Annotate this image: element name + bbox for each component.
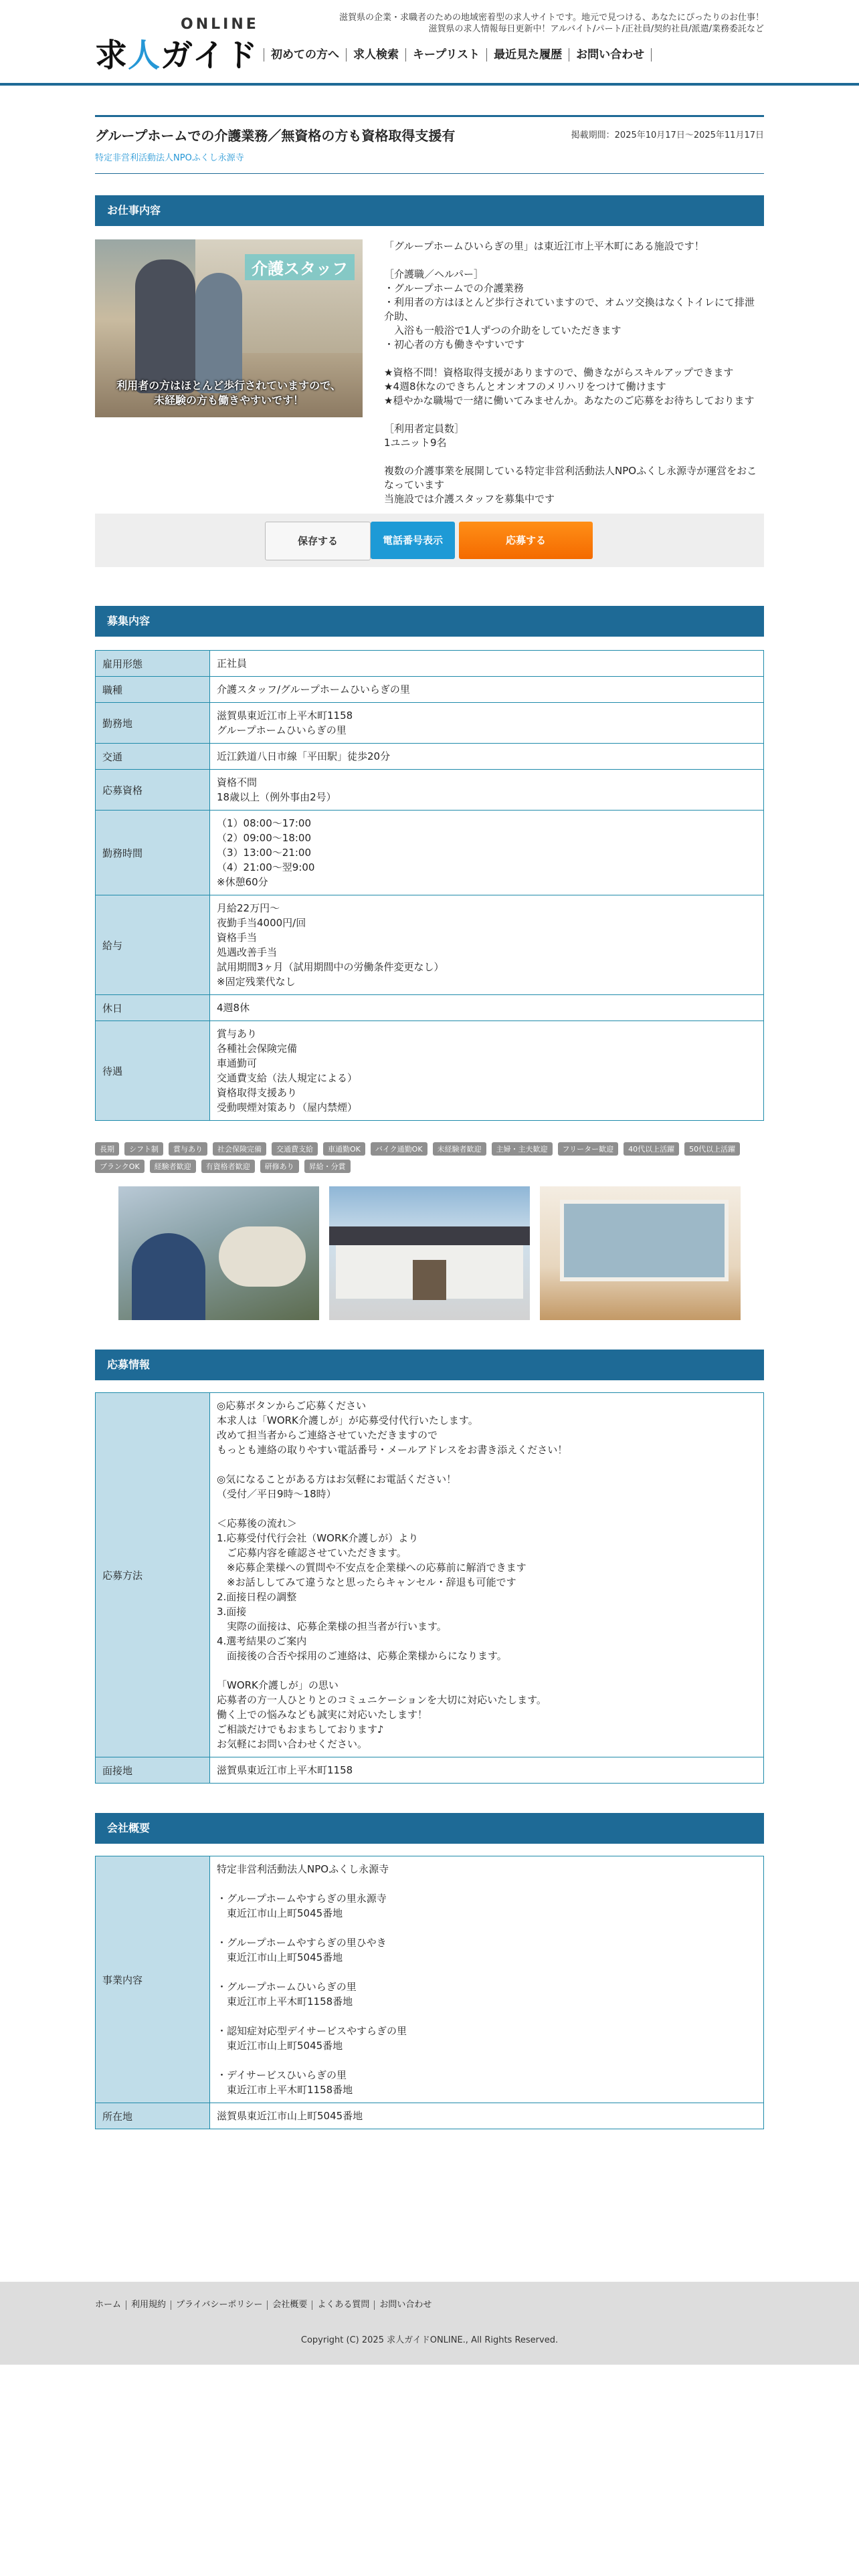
row-value: 正社員 [210, 651, 764, 677]
show-phone-button[interactable]: 電話番号表示 [371, 522, 455, 559]
global-nav [264, 48, 652, 62]
row-value: ◎応募ボタンからご応募ください 本求人は「WORK介護しが」が応募受付代行いたします。 改めて担当者からご連絡させていただきますので もっとも連絡の取りやすい電話番号・メールアドレスをお書き添えください！ ◎気になることがある方はお気軽にお電話ください！ （受付／平日9時〜18時） ＜応募後の流れ＞ 1.応募受付代行会社（WORK介護しが）より ご応募内容を確認させていただきます。 ※応募企業様への質問や不安点を企業様への応募前に解消できます ※お話ししてみて違うなと思ったらキャンセル・辞退も可能です 2.面接日程の調整 3.面接 実際の面接は、応募企業様の担当者が行います。 4.選考結果のご案内 面接後の合否や採用のご連絡は、応募企業様からになります。 「WORK介護しが」の思い 応募者の方一人ひとりとのコミュニケーションを大切に対応いたします。 働く上での悩みなども誠実に対応いたします！ ご相談だけでもおまちしております♪ お気軽にお問い合わせください。 [210, 1393, 764, 1757]
row-value: 賞与あり 各種社会保険完備 車通勤可 交通費支給（法人規定による） 資格取得支援あり 受動喫煙対策あり（屋内禁煙） [210, 1021, 764, 1121]
footer-link-faq[interactable]: よくある質問 [312, 2300, 374, 2310]
row-label: 給与 [96, 895, 210, 995]
job-title: グループホームでの介護業務／無資格の方も資格取得支援有 [95, 128, 456, 144]
footer-link-terms[interactable]: 利用規約 [126, 2300, 171, 2310]
row-label: 休日 [96, 995, 210, 1021]
table-row [96, 995, 764, 1021]
posting-period: 掲載期間：2025年10月17日〜2025年11月17日 [571, 130, 764, 140]
table-row [96, 2103, 764, 2129]
table-row [96, 895, 764, 995]
table-row [96, 677, 764, 703]
table-row [96, 1757, 764, 1784]
row-value: 月給22万円〜 夜勤手当4000円/回 資格手当 処遇改善手当 試用期間3ヶ月（試用期間中の労働条件変更なし） ※固定残業代なし [210, 895, 764, 995]
section-apply-heading: 応募情報 [95, 1350, 764, 1380]
apply-button[interactable]: 応募する [459, 522, 593, 559]
site-logo[interactable] [95, 16, 262, 74]
row-value: 資格不問 18歳以上（例外事由2号） [210, 770, 764, 811]
feature-tag: ブランクOK [95, 1160, 145, 1173]
table-row [96, 651, 764, 677]
job-intro [95, 226, 764, 568]
row-value: 近江鉄道八日市線「平田駅」徒歩20分 [210, 744, 764, 770]
nav-recent-history[interactable]: 最近見た履歴 [486, 48, 569, 62]
row-label: 事業内容 [96, 1856, 210, 2103]
row-value: 介護スタッフ/グループホームひいらぎの里 [210, 677, 764, 703]
table-row [96, 1856, 764, 2103]
job-title-box [95, 115, 764, 174]
main-content [95, 115, 764, 2129]
row-value: 特定非営利活動法人NPOふくし永源寺 ・グループホームやすらぎの里永源寺 東近江市山上町5045番地 ・グループホームやすらぎの里ひやき 東近江市山上町5045番地 ・グループホームひいらぎの里 東近江市上平木町1158番地 ・認知症対応型デイサービスやすらぎの里 東近江市山上町5045番地 ・デイサービスひいらぎの里 東近江市上平木町1158番地 [210, 1856, 764, 2103]
site-footer [0, 2282, 859, 2365]
section-job-description-heading: お仕事内容 [95, 195, 764, 226]
footer-links [95, 2300, 436, 2310]
row-value: 滋賀県東近江市上平木町1158 [210, 1757, 764, 1784]
company-table [95, 1856, 764, 2129]
feature-tag: 経験者歓迎 [150, 1160, 196, 1173]
row-label: 所在地 [96, 2103, 210, 2129]
feature-tag: 車通勤OK [323, 1142, 365, 1156]
nav-keep-list[interactable]: キープリスト [405, 48, 486, 62]
row-label: 応募方法 [96, 1393, 210, 1757]
site-tagline: 滋賀県の企業・求職者のための地域密着型の求人サイトです。地元で見つける、あなたにぴったりのお仕事！ 滋賀県の求人情報毎日更新中！アルバイト/パート/正社員/契約社員/派遣/業務委託など [339, 13, 764, 34]
save-button[interactable]: 保存する [265, 522, 371, 560]
job-intro-text: 「グループホームひいらぎの里」は東近江市上平木町にある施設です！ ［介護職／ヘルパー］ ・グループホームでの介護業務 ・利用者の方はほとんど歩行されていますので、オムツ交換はなくトイレにて排泄介助、 入浴も一般浴で1人ずつの介助をしていただきます ・初心者の方も働きやすいです ★資格不問！資格取得支援がありますので、働きながらスキルアップできます ★4週8休なのできちんとオンオフのメリハリをつけて働けます ★穏やかな職場で一緒に働いてみませんか。あなたのご応募をお待ちしております ［利用者定員数］ 1ユニット9名 複数の介護事業を展開している特定非営利活動法人NPOふくし永源寺が運営をおこなっています 当施設では介護スタッフを募集中です [384, 240, 757, 505]
photo-gallery [118, 1186, 741, 1320]
table-row [96, 770, 764, 811]
gallery-photo-3[interactable] [540, 1186, 741, 1320]
row-value: 滋賀県東近江市上平木町1158 グループホームひいらぎの里 [210, 703, 764, 744]
row-label: 勤務時間 [96, 811, 210, 895]
table-row [96, 1393, 764, 1757]
apply-table [95, 1392, 764, 1784]
table-row [96, 744, 764, 770]
table-row [96, 703, 764, 744]
nav-contact[interactable]: お問い合わせ [569, 48, 652, 62]
feature-tag: 社会保険完備 [213, 1142, 266, 1156]
copyright: Copyright (C) 2025 求人ガイドONLINE., All Rights Reserved. [300, 2335, 559, 2345]
row-label: 応募資格 [96, 770, 210, 811]
feature-tag: シフト制 [124, 1142, 163, 1156]
logo-online-text: ONLINE [181, 16, 259, 33]
row-value: 滋賀県東近江市山上町5045番地 [210, 2103, 764, 2129]
row-value: 4週8休 [210, 995, 764, 1021]
table-row [96, 811, 764, 895]
row-label: 待遇 [96, 1021, 210, 1121]
recruit-table [95, 650, 764, 1121]
table-row [96, 1021, 764, 1121]
row-label: 交通 [96, 744, 210, 770]
feature-tag: バイク通勤OK [371, 1142, 427, 1156]
row-label: 雇用形態 [96, 651, 210, 677]
footer-link-home[interactable]: ホーム [95, 2300, 122, 2310]
row-label: 面接地 [96, 1757, 210, 1784]
company-name-link[interactable]: 特定非営利活動法人NPOふくし永源寺 [95, 153, 244, 163]
feature-tag: 主婦・主夫歓迎 [492, 1142, 553, 1156]
nav-job-search[interactable]: 求人検索 [346, 48, 405, 62]
feature-tag: フリーター歓迎 [558, 1142, 619, 1156]
feature-tag: 賞与あり [169, 1142, 207, 1156]
section-recruit-heading: 募集内容 [95, 606, 764, 637]
feature-tag: 昇給・分賞 [304, 1160, 351, 1173]
gallery-photo-1[interactable] [118, 1186, 319, 1320]
feature-tag: 長期 [95, 1142, 119, 1156]
feature-tag: 有資格者歓迎 [201, 1160, 255, 1173]
feature-tag: 40代以上活躍 [624, 1142, 679, 1156]
footer-link-privacy[interactable]: プライバシーポリシー [171, 2300, 267, 2310]
photo-caption: 利用者の方はほとんど歩行されていますので、 未経験の方も働きやすいです！ [116, 379, 341, 407]
logo-main-text: 求人ガイド [95, 37, 258, 74]
row-label: 勤務地 [96, 703, 210, 744]
feature-tag: 未経験者歓迎 [433, 1142, 486, 1156]
footer-link-contact[interactable]: お問い合わせ [374, 2300, 436, 2310]
main-job-photo [95, 239, 363, 417]
feature-tag: 交通費支給 [272, 1142, 318, 1156]
row-label: 職種 [96, 677, 210, 703]
nav-first-time[interactable]: 初めての方へ [264, 48, 346, 62]
action-bar [95, 514, 764, 567]
photo-badge: 介護スタッフ [245, 254, 355, 280]
feature-tags [95, 1142, 764, 1173]
gallery-photo-2[interactable] [329, 1186, 530, 1320]
footer-link-company[interactable]: 会社概要 [267, 2300, 312, 2310]
section-company-heading: 会社概要 [95, 1813, 764, 1844]
feature-tag: 50代以上活躍 [684, 1142, 740, 1156]
site-header [0, 0, 859, 86]
row-value: （1）08:00〜17:00 （2）09:00〜18:00 （3）13:00〜21:00 （4）21:00〜翌9:00 ※休憩60分 [210, 811, 764, 895]
feature-tag: 研修あり [260, 1160, 299, 1173]
